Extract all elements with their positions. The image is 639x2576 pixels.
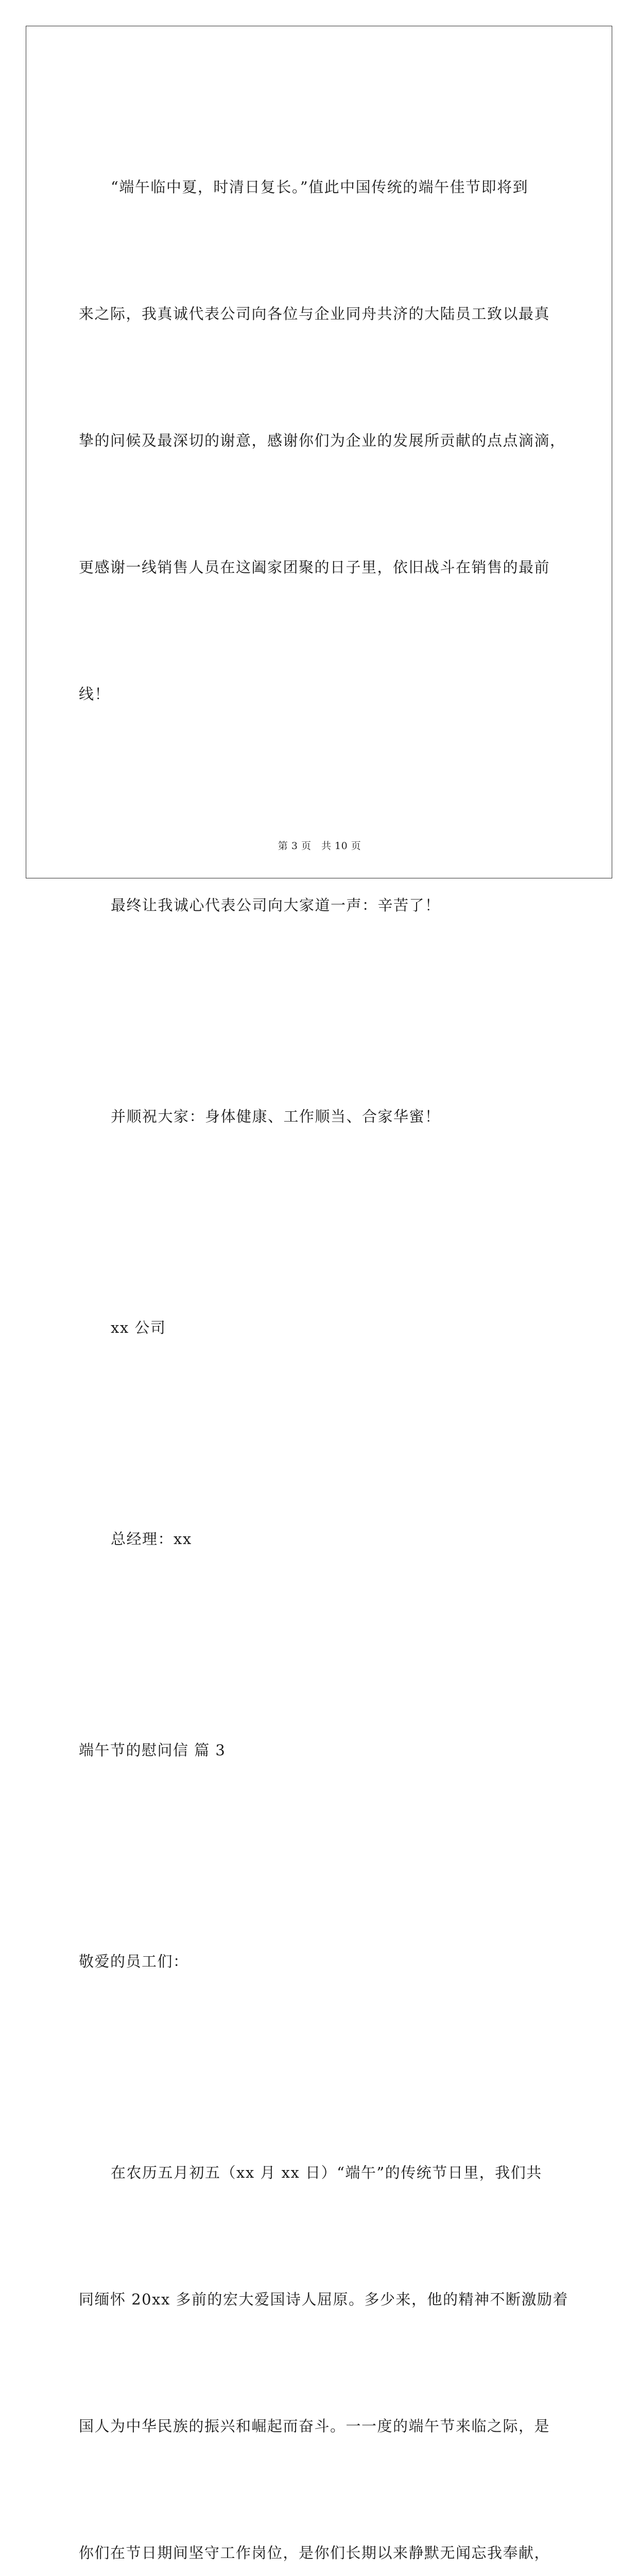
text-line: 挚的问候及最深切的谢意，感谢你们为企业的发展所贡献的点点滴滴，	[79, 432, 566, 449]
text-line: 更感谢一线销售人员在这阖家团聚的日子里，依旧战斗在销售的最前	[79, 558, 550, 576]
text-line: 线！	[79, 685, 111, 703]
text-line: “端午临中夏，时清日复长。”值此中国传统的端午佳节即将到	[111, 178, 529, 196]
document-body	[79, 81, 569, 2576]
paragraph-wishes	[79, 1011, 560, 1222]
section-heading	[79, 1645, 560, 1856]
text-line: 来之际，我真诚代表公司向各位与企业同舟共济的大陆员工致以最真	[79, 305, 550, 323]
text-line: 并顺祝大家：身体健康、工作顺当、合家华蜜！	[111, 1108, 441, 1125]
text-line: xx 公司	[111, 1319, 166, 1336]
text-line: 同缅怀 20xx 多前的宏大爱国诗人屈原。多少来，他的精神不断激励着	[79, 2291, 569, 2308]
text-line: 国人为中华民族的振兴和崛起而奋斗。一一度的端午节来临之际，是	[79, 2417, 550, 2435]
text-line: 最终让我诚心代表公司向大家道一声：辛苦了！	[111, 896, 441, 914]
page-number-footer: 第 3 页 共 10 页	[278, 840, 361, 852]
signature-manager	[79, 1433, 560, 1645]
salutation	[79, 1856, 560, 2067]
text-line: 端午节的慰问信 篇 3	[79, 1741, 226, 1759]
paragraph-body-2	[79, 2067, 569, 2576]
text-line: 敬爱的员工们：	[79, 1953, 189, 1970]
text-line: 你们在节日期间坚守工作岗位，是你们长期以来静默无闻忘我奉献，	[79, 2544, 550, 2562]
text-line: 在农历五月初五（xx 月 xx 日）“端午”的传统节日里，我们共	[111, 2164, 542, 2181]
text-line: 总经理：xx	[111, 1530, 192, 1548]
paragraph-closing	[79, 800, 560, 1011]
paragraph-greeting-1	[79, 81, 566, 800]
signature-company	[79, 1222, 560, 1433]
